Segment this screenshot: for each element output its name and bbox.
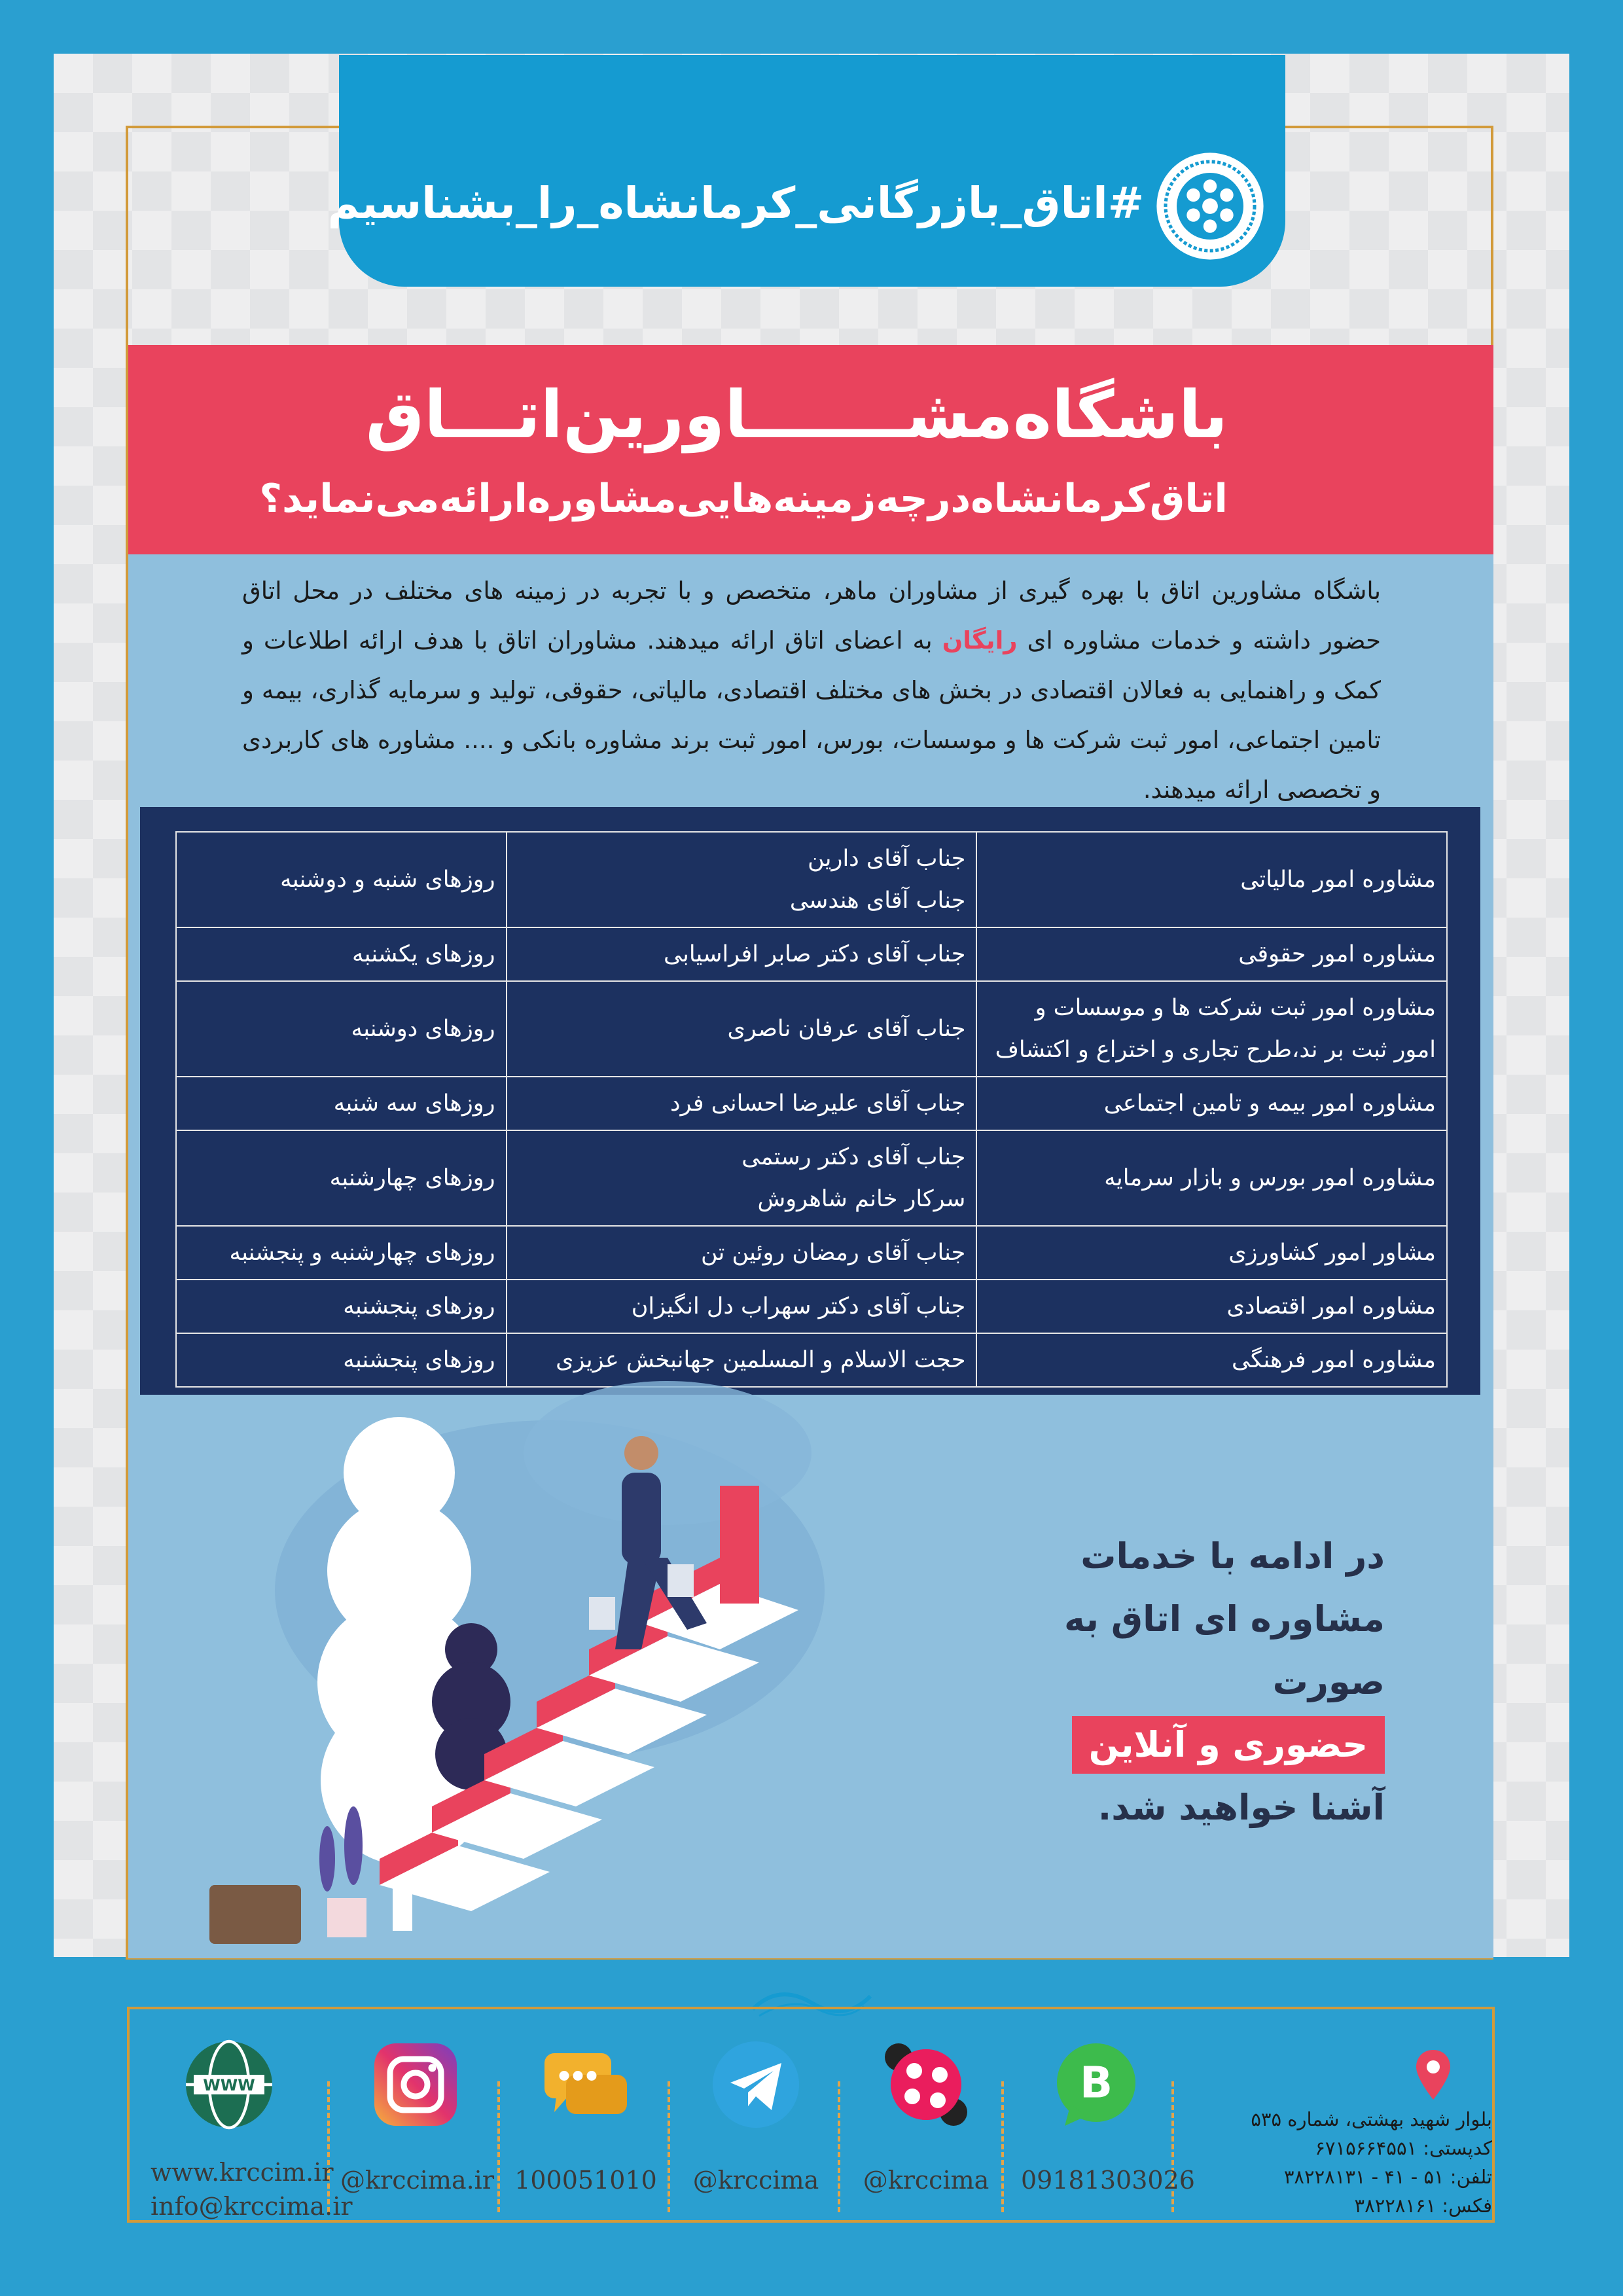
consult-days: روزهای چهارشنبه (176, 1130, 507, 1226)
consultant-names (507, 927, 977, 981)
consultant-table (175, 831, 1448, 1388)
footer-divider (668, 2081, 670, 2212)
banner-subtitle: اتاق‌کرمانشاه‌درچه‌زمینه‌هایی‌مشاوره‌ارائه‌می‌نماید؟ (259, 476, 1228, 522)
consultant-row (176, 1280, 1447, 1333)
consult-field: مشاور امور کشاورزی (976, 1226, 1447, 1280)
consult-days: روزهای پنجشنبه (176, 1280, 507, 1333)
consult-field: مشاوره امور بیمه و تامین اجتماعی (976, 1077, 1447, 1130)
consultant-name: جناب آقای عرفان ناصری (727, 1016, 966, 1042)
banner-title: باشگاه‌مشـــــــاورین‌اتـــاق (365, 376, 1228, 453)
aparat-icon (877, 2036, 975, 2134)
telegram-contact[interactable] (681, 2036, 831, 2212)
cta-highlight: حضوری و آنلاین (1072, 1716, 1385, 1774)
consultant-name: حجت الاسلام و المسلمین جهانبخش عزیزی (556, 1347, 966, 1373)
cta-line4: آشنا خواهید شد. (1097, 1787, 1385, 1828)
consultant-names (507, 832, 977, 927)
consultant-row (176, 927, 1447, 981)
instagram-icon (366, 2036, 465, 2134)
consultant-names (507, 1130, 977, 1226)
cta-line2: مشاوره ای اتاق به صورت (1064, 1598, 1385, 1702)
whatsapp-number: 09181303026 (1021, 2166, 1195, 2195)
consultant-row (176, 832, 1447, 927)
telegram-handle: @krccima (692, 2166, 819, 2195)
consult-days: روزهای یکشنبه (176, 927, 507, 981)
consultant-row (176, 1077, 1447, 1130)
consultant-names (507, 1226, 977, 1280)
telegram-icon (707, 2036, 805, 2134)
chamber-of-commerce-logo-icon (1154, 151, 1266, 262)
stairs-illustration (209, 1374, 929, 1964)
footer-divider (838, 2081, 840, 2212)
sms-chat-icon (537, 2036, 635, 2134)
svg-text:WWW: WWW (203, 2076, 255, 2094)
title-banner (128, 345, 1493, 554)
consult-days: روزهای چهارشنبه و پنجشنبه (176, 1226, 507, 1280)
postal-code: کدپستی: ۶۷۱۵۶۶۴۵۵۱ (1315, 2137, 1492, 2159)
website-contact[interactable] (151, 2036, 353, 2221)
instagram-contact[interactable] (340, 2036, 494, 2212)
whatsapp-contact[interactable] (1021, 2036, 1195, 2212)
fax-number: فکس: ۳۸۲۲۸۱۶۱ (1354, 2195, 1492, 2217)
consult-days: روزهای پنجشنبه (176, 1333, 507, 1387)
sms-number: 100051010 (514, 2166, 657, 2195)
consult-field: مشاوره امور فرهنگی (976, 1333, 1447, 1387)
intro-paragraph (242, 566, 1381, 815)
consultant-name: جناب آقای دارین (808, 846, 966, 872)
email-address[interactable]: info@krccima.ir (151, 2192, 353, 2221)
svg-text:B: B (1079, 2057, 1113, 2108)
location-pin-icon (1414, 2049, 1453, 2101)
address-line: بلوار شهید بهشتی، شماره ۵۳۵ (1251, 2108, 1492, 2130)
consult-field: مشاوره امور ثبت شرکت ها و موسسات و امور ثبت بر ند،طرح تجاری و اختراع و اکتشاف (976, 981, 1447, 1077)
address-block (1198, 2049, 1492, 2220)
footer-divider (1001, 2081, 1004, 2212)
whatsapp-business-icon (1047, 2036, 1145, 2134)
consultant-name: جناب آقای علیرضا احسانی فرد (669, 1090, 966, 1117)
cta-text (969, 1525, 1385, 1839)
consult-days: روزهای سه شنبه (176, 1077, 507, 1130)
consultant-name: جناب آقای دکتر صابر افراسیابی (663, 941, 966, 967)
consult-days: روزهای شنبه و دوشنبه (176, 832, 507, 927)
instagram-handle: @krccima.ir (340, 2166, 494, 2195)
cta-line1: در ادامه با خدمات (1080, 1535, 1385, 1577)
phone-numbers: تلفن: ۵۱ - ۴۱ - ۳۸۲۲۸۱۳۱ (1283, 2166, 1492, 2188)
consult-days: روزهای دوشنبه (176, 981, 507, 1077)
consultant-name: جناب آقای رمضان روئین تن (700, 1240, 966, 1266)
hashtag-title: #اتاق_بازرگانی_کرمانشاه_را_بشناسیم (327, 178, 1144, 228)
consultant-names (507, 1280, 977, 1333)
sms-contact[interactable] (510, 2036, 661, 2212)
globe-www-icon (180, 2036, 278, 2134)
consultant-names (507, 981, 977, 1077)
consultant-name: جناب آقای دکتر سهراب دل انگیزان (631, 1293, 966, 1319)
intro-free-highlight: رایگان (942, 626, 1018, 655)
footer-divider (497, 2081, 500, 2212)
consultant-row (176, 981, 1447, 1077)
consultant-names (507, 1077, 977, 1130)
consultant-row (176, 1226, 1447, 1280)
header-tab (327, 55, 1285, 287)
consultant-name: جناب آقای دکتر رستمی (741, 1144, 966, 1170)
aparat-contact[interactable] (851, 2036, 1001, 2212)
consult-field: مشاوره امور اقتصادی (976, 1280, 1447, 1333)
aparat-handle: @krccima (863, 2166, 990, 2195)
consultant-name: سرکار خانم شاهروش (757, 1186, 966, 1212)
consultant-row (176, 1130, 1447, 1226)
consultant-name: جناب آقای هندسی (789, 888, 966, 914)
intro-text-before: باشگاه مشاورین اتاق با بهره گیری از مشاوران ماهر، متخصص و با تجربه در زمینه های مختلف در محل اتاق حضور داشته و خدمات مشاوره ای (242, 577, 1381, 655)
consult-field: مشاوره امور حقوقی (976, 927, 1447, 981)
consult-field: مشاوره امور مالیاتی (976, 832, 1447, 927)
website-url[interactable]: www.krccim.ir (151, 2158, 334, 2187)
intro-text-after: به اعضای اتاق ارائه میدهند. مشاوران اتاق با هدف ارائه اطلاعات و کمک و راهنمایی به فعالان اقتصادی در بخش های مختلف اقتصادی، مالیاتی، حقوقی، تولید و سرمایه گذاری، بیمه و تامین اجتماعی، امور ثبت شرکت ها و موسسات، بورس، امور ثبت برند مشاوره بانکی و .... مشاوره های کاربردی و تخصصی ارائه میدهند. (242, 626, 1381, 804)
consult-field: مشاوره امور بورس و بازار سرمایه (976, 1130, 1447, 1226)
